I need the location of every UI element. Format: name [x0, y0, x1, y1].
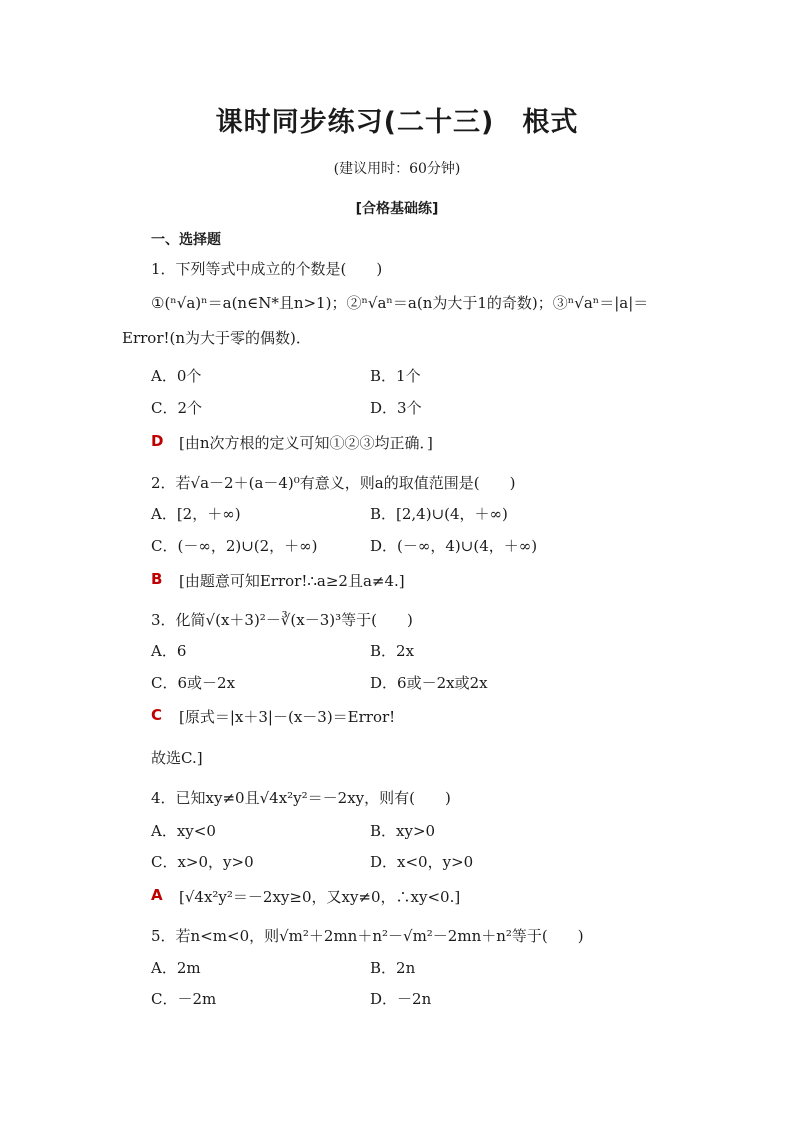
- q1-explanation: [由n次方根的定义可知①②③均正确．]: [179, 434, 433, 452]
- q3-answer: C: [151, 706, 163, 724]
- q4-option-a: A．xy<0: [151, 822, 216, 840]
- q1-option-a: A．0个: [151, 367, 202, 385]
- q1-option-c: C．2个: [151, 399, 203, 417]
- q3-option-b: B．2x: [370, 642, 415, 660]
- q4-option-c: C．x>0，y>0: [151, 853, 254, 871]
- q3-explanation: [原式＝|x＋3|－(x－3)＝Error!: [179, 708, 396, 726]
- q3-option-d: D．6或－2x或2x: [370, 674, 488, 692]
- q2-option-d: D．(－∞，4)∪(4，＋∞): [370, 537, 538, 555]
- q2-stem: 2．若√a－2＋(a－4)⁰有意义，则a的取值范围是( ): [151, 474, 516, 492]
- q5-option-a: A．2m: [151, 959, 201, 977]
- section-label: [合格基础练]: [355, 201, 439, 217]
- page-title: 课时同步练习(二十三) 根式: [215, 107, 579, 138]
- q3-stem: 3．化简√(x＋3)²－∛(x－3)³等于( ): [151, 611, 413, 629]
- q4-answer: A: [151, 886, 163, 904]
- q5-option-b: B．2n: [370, 959, 416, 977]
- q1-answer: D: [151, 432, 164, 450]
- q3-explanation-end: 故选C.]: [151, 749, 203, 767]
- q4-option-d: D．x<0，y>0: [370, 853, 474, 871]
- q2-option-c: C．(－∞，2)∪(2，＋∞): [151, 537, 318, 555]
- part-heading: 一、选择题: [151, 232, 221, 248]
- q5-option-d: D．－2n: [370, 990, 432, 1008]
- suggested-time: (建议用时：60分钟): [333, 161, 461, 177]
- q2-explanation: [由题意可知Error!∴a≥2且a≠4.]: [179, 572, 405, 590]
- q1-option-d: D．3个: [370, 399, 422, 417]
- q4-explanation: [√4x²y²＝－2xy≥0，又xy≠0，∴xy<0.]: [179, 888, 461, 906]
- q1-option-b: B．1个: [370, 367, 421, 385]
- q1-line1: ①(ⁿ√a)ⁿ＝a(n∈N*且n>1)；②ⁿ√aⁿ＝a(n为大于1的奇数)；③ⁿ√aⁿ＝|a|＝: [151, 294, 649, 312]
- q2-option-a: A．[2，＋∞): [151, 505, 241, 523]
- q1-stem: 1．下列等式中成立的个数是( ): [151, 260, 383, 278]
- q2-option-b: B．[2,4)∪(4，＋∞): [370, 505, 508, 523]
- q4-option-b: B．xy>0: [370, 822, 436, 840]
- q5-stem: 5．若n<m<0，则√m²＋2mn＋n²－√m²－2mn＋n²等于( ): [151, 927, 584, 945]
- q3-option-a: A．6: [151, 642, 187, 660]
- q1-line2: Error!(n为大于零的偶数)．: [122, 329, 311, 347]
- q5-option-c: C．－2m: [151, 990, 217, 1008]
- q4-stem: 4．已知xy≠0且√4x²y²＝－2xy，则有( ): [151, 789, 451, 807]
- q3-option-c: C．6或－2x: [151, 674, 236, 692]
- q2-answer: B: [151, 570, 163, 588]
